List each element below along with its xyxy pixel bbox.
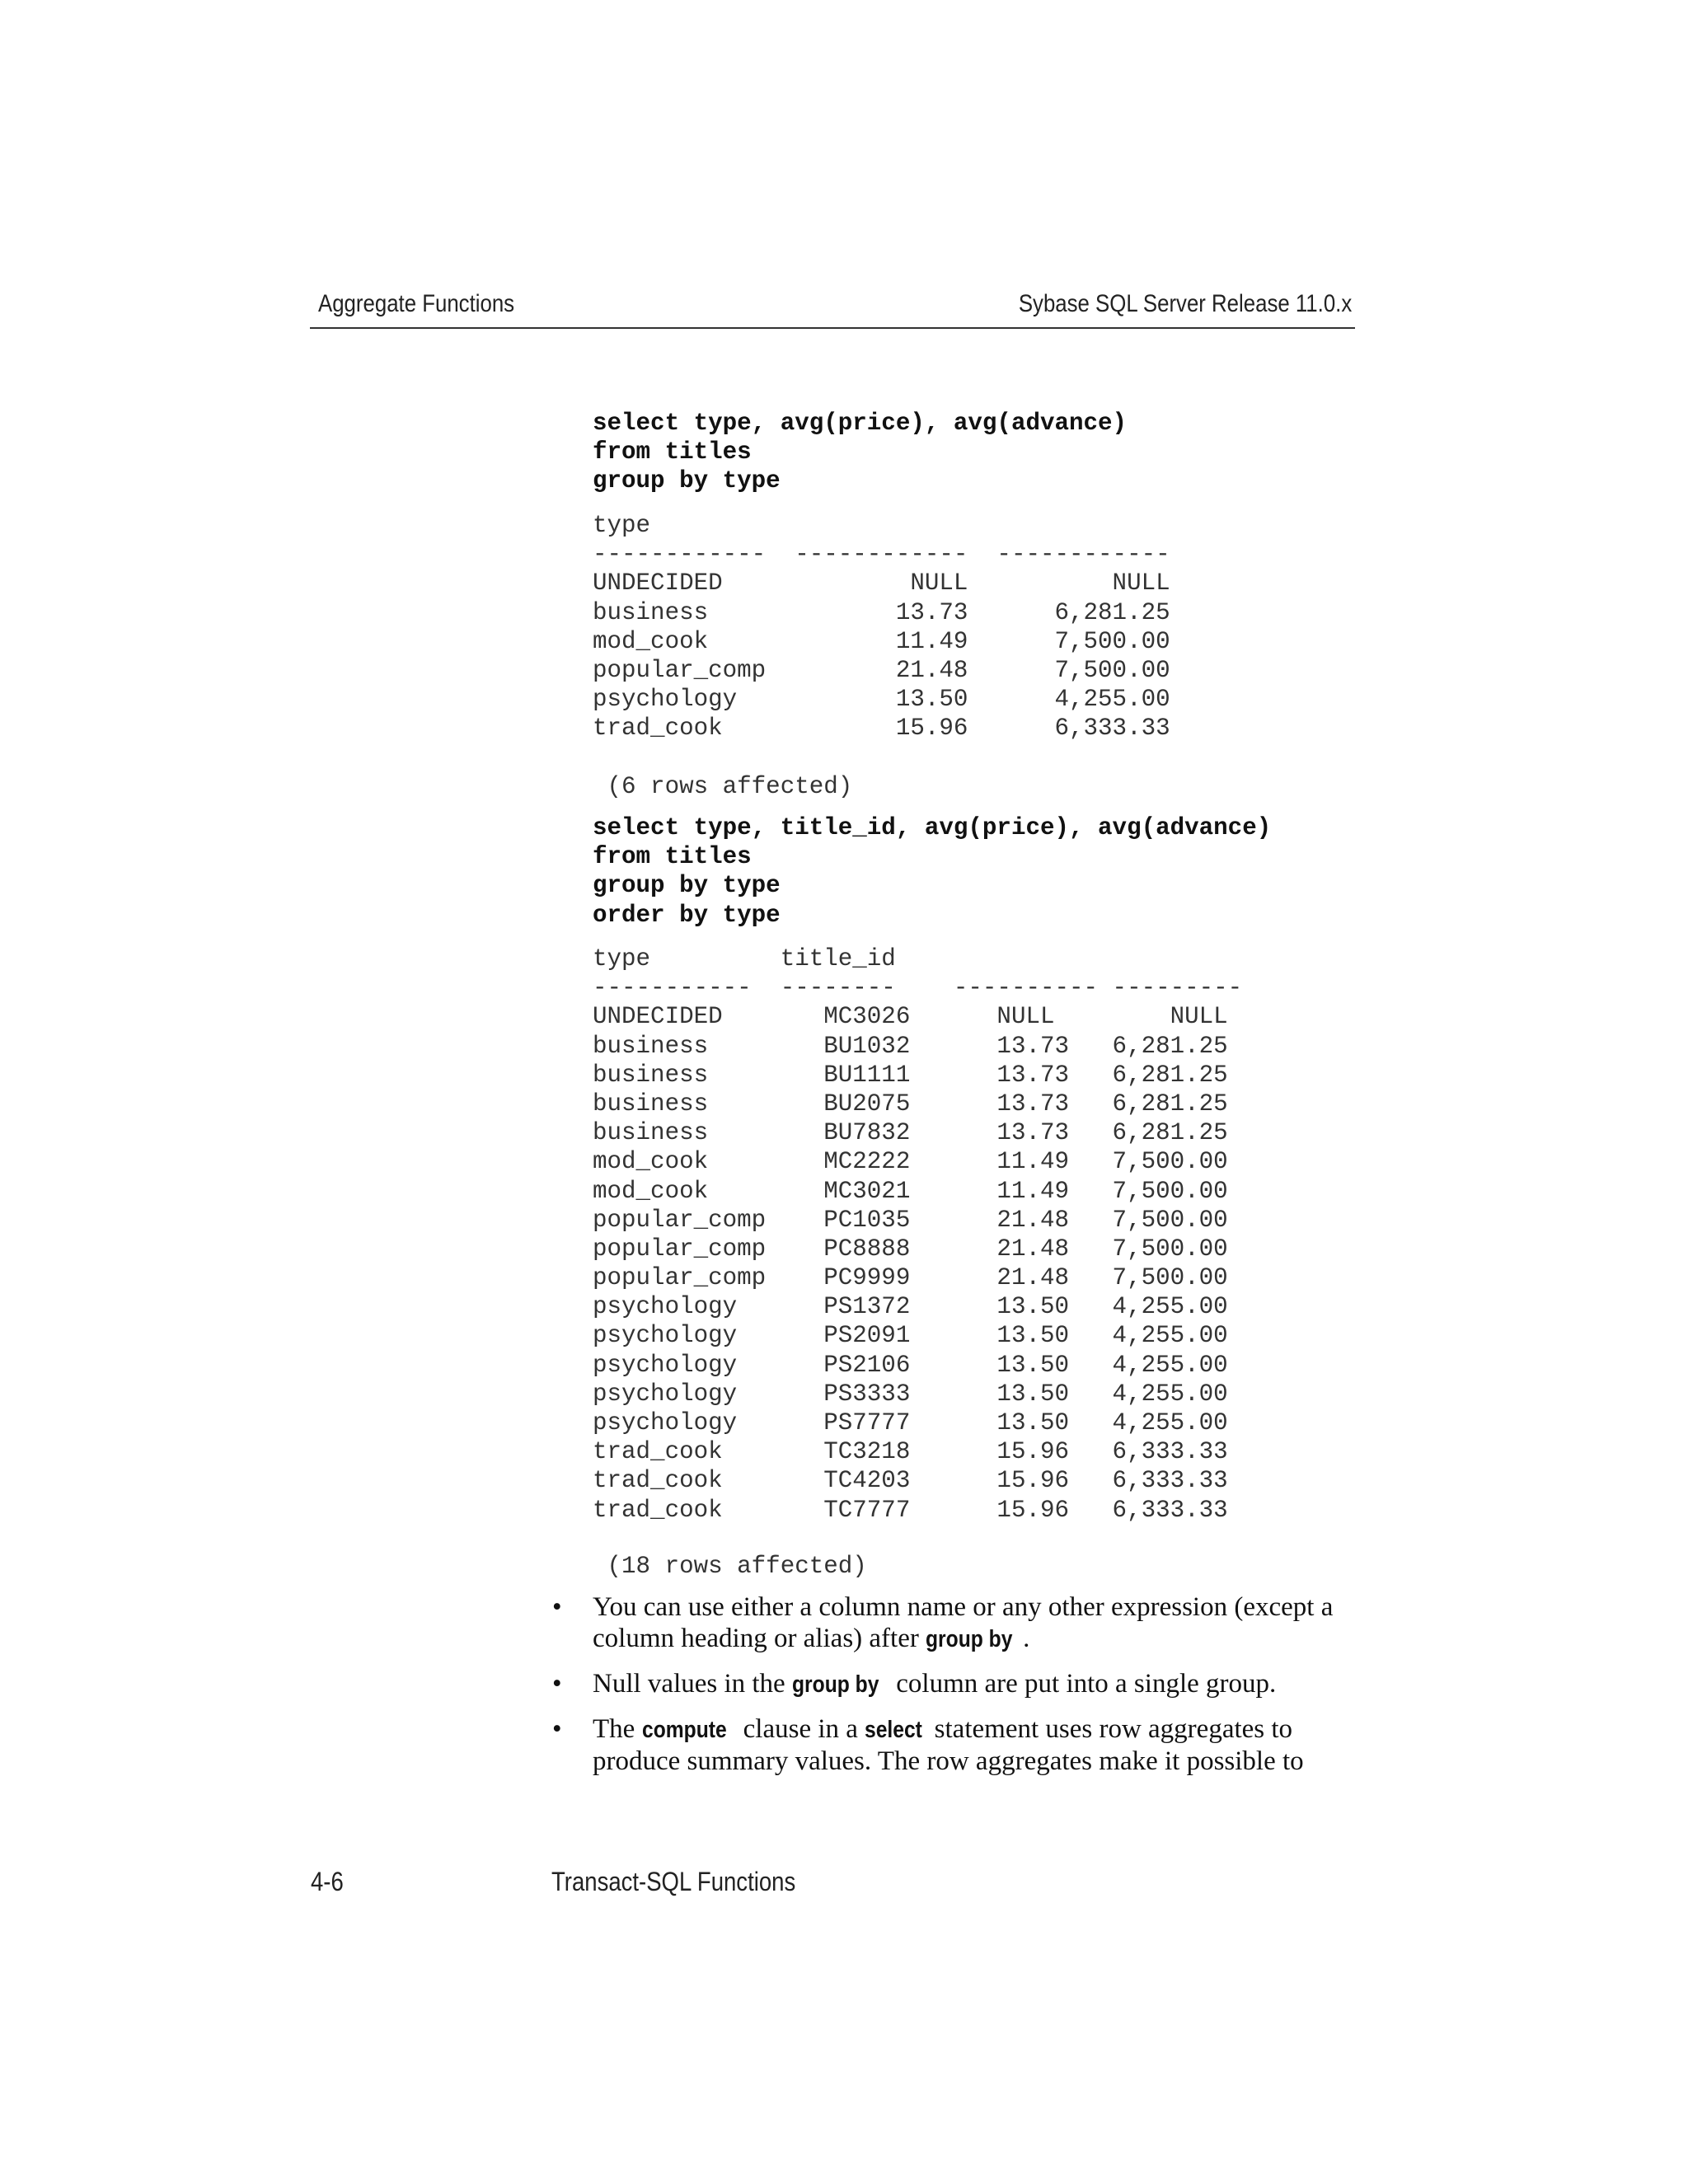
query-1-result xyxy=(593,511,1170,743)
result-line: business BU7832 13.73 6,281.25 xyxy=(593,1119,1228,1147)
result-line: business BU2075 13.73 6,281.25 xyxy=(593,1090,1228,1118)
result-line: psychology PS1372 13.50 4,255.00 xyxy=(593,1293,1228,1321)
bullet-icon: • xyxy=(552,1714,562,1744)
code-line: from titles xyxy=(593,438,752,466)
code-line: group by type xyxy=(593,872,781,900)
list-item: • Null values in the group by column are put into a single group. xyxy=(552,1669,1277,1699)
running-header-chapter: Aggregate Functions xyxy=(318,290,515,317)
result-line: mod_cook 11.49 7,500.00 xyxy=(593,627,1170,655)
result-line: UNDECIDED NULL NULL xyxy=(593,569,1170,598)
list-item: • The compute clause in a select statement uses row aggregates to produce summary values. The row aggregates make it possible to xyxy=(552,1714,1304,1776)
keyword-select: select xyxy=(865,1717,923,1743)
book-title: Transact-SQL Functions xyxy=(551,1867,796,1896)
result-line: trad_cook 15.96 6,333.33 xyxy=(593,715,1170,743)
result-line: UNDECIDED MC3026 NULL NULL xyxy=(593,1003,1228,1031)
result-line: ------------ ------------ ------------ xyxy=(593,541,1170,569)
result-line: psychology PS3333 13.50 4,255.00 xyxy=(593,1380,1228,1408)
code-line: group by type xyxy=(593,467,781,495)
result-line: popular_comp PC1035 21.48 7,500.00 xyxy=(593,1206,1228,1234)
result-line xyxy=(593,1525,1242,1554)
page-number: 4-6 xyxy=(311,1867,344,1896)
query-2-result xyxy=(593,944,1242,1554)
result-line: mod_cook MC2222 11.49 7,500.00 xyxy=(593,1148,1228,1176)
code-line: select type, avg(price), avg(advance) xyxy=(593,410,1128,437)
bullet-list xyxy=(552,1591,1368,1790)
code-line: from titles xyxy=(593,843,752,871)
result-line: ----------- -------- ---------- --------- xyxy=(593,974,1243,1002)
result-line: type xyxy=(593,512,651,539)
sql-query-1 xyxy=(593,409,1127,496)
result-line: type title_id xyxy=(593,945,896,972)
result-line: trad_cook TC4203 15.96 6,333.33 xyxy=(593,1467,1228,1495)
code-line: select type, title_id, avg(price), avg(advance) xyxy=(593,814,1272,841)
bullet-icon: • xyxy=(552,1592,562,1622)
result-line: psychology PS7777 13.50 4,255.00 xyxy=(593,1409,1228,1436)
result-line: popular_comp PC8888 21.48 7,500.00 xyxy=(593,1235,1228,1263)
header-rule xyxy=(310,327,1355,329)
result-line: psychology PS2091 13.50 4,255.00 xyxy=(593,1322,1228,1350)
result-line: trad_cook TC7777 15.96 6,333.33 xyxy=(593,1496,1228,1524)
running-header-product: Sybase SQL Server Release 11.0.x xyxy=(1018,290,1352,317)
result-line: mod_cook MC3021 11.49 7,500.00 xyxy=(593,1177,1228,1205)
result-line: trad_cook TC3218 15.96 6,333.33 xyxy=(593,1438,1228,1466)
code-line: order by type xyxy=(593,901,781,929)
list-item: • You can use either a column name or any other expression (except a column heading or alias) after group by . xyxy=(552,1592,1334,1653)
bullet-icon: • xyxy=(552,1669,562,1699)
result-line: psychology 13.50 4,255.00 xyxy=(593,686,1170,714)
keyword-group-by: group by xyxy=(791,1671,879,1698)
keyword-group-by: group by xyxy=(926,1626,1013,1652)
result-line: psychology PS2106 13.50 4,255.00 xyxy=(593,1351,1228,1379)
rows-affected-1: (6 rows affected) xyxy=(593,773,853,800)
result-line: business 13.73 6,281.25 xyxy=(593,598,1170,626)
result-line: popular_comp PC9999 21.48 7,500.00 xyxy=(593,1264,1228,1292)
result-line: business BU1032 13.73 6,281.25 xyxy=(593,1032,1228,1060)
result-line: business BU1111 13.73 6,281.25 xyxy=(593,1061,1228,1089)
keyword-compute: compute xyxy=(641,1717,727,1743)
rows-affected-2: (18 rows affected) xyxy=(593,1553,867,1580)
result-line: popular_comp 21.48 7,500.00 xyxy=(593,656,1170,684)
sql-query-2 xyxy=(593,813,1271,930)
